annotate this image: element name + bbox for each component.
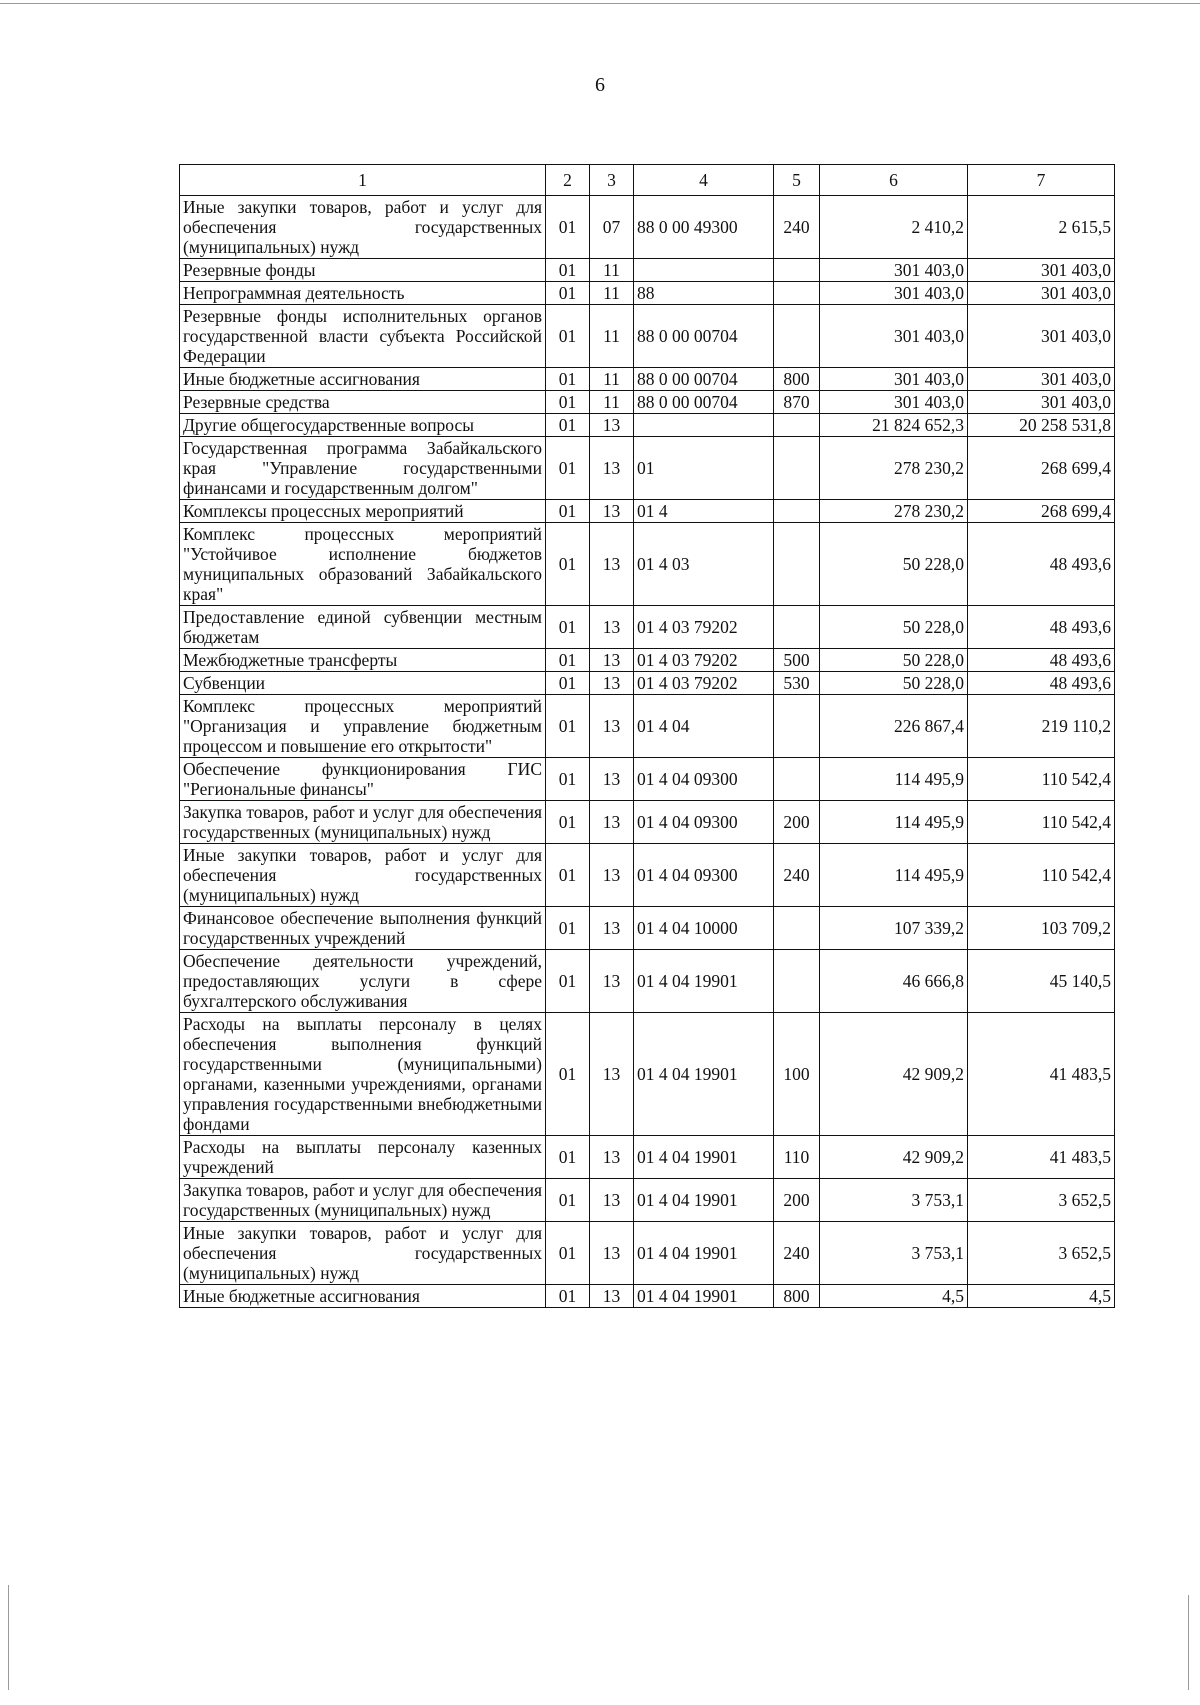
amount-year2-cell: 110 542,4	[968, 801, 1115, 844]
subsection-code-cell: 13	[590, 758, 634, 801]
amount-year2-cell: 301 403,0	[968, 391, 1115, 414]
expense-type-cell	[774, 414, 820, 437]
table-row	[180, 844, 1115, 907]
table-row	[180, 695, 1115, 758]
amount-year2-cell: 41 483,5	[968, 1136, 1115, 1179]
amount-year1-cell: 3 753,1	[820, 1222, 968, 1285]
header-cell-4: 4	[634, 165, 774, 196]
row-name-cell: Закупка товаров, работ и услуг для обеспечения государственных (муниципальных) нужд	[180, 801, 546, 844]
header-cell-2: 2	[546, 165, 590, 196]
target-article-cell	[634, 259, 774, 282]
amount-year1-cell: 301 403,0	[820, 391, 968, 414]
row-name-cell: Резервные фонды исполнительных органов государственной власти субъекта Российской Федерации	[180, 305, 546, 368]
subsection-code-cell: 13	[590, 1179, 634, 1222]
amount-year1-cell: 301 403,0	[820, 282, 968, 305]
target-article-cell: 01 4 04 19901	[634, 950, 774, 1013]
expense-type-cell: 240	[774, 844, 820, 907]
amount-year1-cell: 301 403,0	[820, 368, 968, 391]
amount-year1-cell: 114 495,9	[820, 844, 968, 907]
amount-year1-cell: 226 867,4	[820, 695, 968, 758]
amount-year2-cell: 48 493,6	[968, 649, 1115, 672]
section-code-cell: 01	[546, 414, 590, 437]
subsection-code-cell: 13	[590, 695, 634, 758]
section-code-cell: 01	[546, 1179, 590, 1222]
target-article-cell: 01	[634, 437, 774, 500]
subsection-code-cell: 13	[590, 907, 634, 950]
scan-top-border	[0, 3, 1200, 4]
table-row	[180, 305, 1115, 368]
amount-year2-cell: 268 699,4	[968, 437, 1115, 500]
subsection-code-cell: 07	[590, 196, 634, 259]
target-article-cell: 88 0 00 00704	[634, 391, 774, 414]
target-article-cell: 01 4 04 19901	[634, 1179, 774, 1222]
subsection-code-cell: 13	[590, 801, 634, 844]
subsection-code-cell: 11	[590, 259, 634, 282]
amount-year2-cell: 41 483,5	[968, 1013, 1115, 1136]
row-name-cell: Резервные фонды	[180, 259, 546, 282]
expense-type-cell	[774, 758, 820, 801]
target-article-cell: 01 4 04 10000	[634, 907, 774, 950]
amount-year2-cell: 301 403,0	[968, 282, 1115, 305]
target-article-cell: 01 4 04 19901	[634, 1285, 774, 1308]
table-row	[180, 196, 1115, 259]
amount-year1-cell: 46 666,8	[820, 950, 968, 1013]
expense-type-cell: 110	[774, 1136, 820, 1179]
target-article-cell: 01 4 04 19901	[634, 1013, 774, 1136]
row-name-cell: Комплекс процессных мероприятий "Организация и управление бюджетным процессом и повышение его открытости"	[180, 695, 546, 758]
section-code-cell: 01	[546, 844, 590, 907]
row-name-cell: Иные бюджетные ассигнования	[180, 1285, 546, 1308]
target-article-cell: 01 4 04 09300	[634, 758, 774, 801]
amount-year2-cell: 301 403,0	[968, 368, 1115, 391]
section-code-cell: 01	[546, 606, 590, 649]
expense-type-cell	[774, 523, 820, 606]
row-name-cell: Обеспечение деятельности учреждений, предоставляющих услуги в сфере бухгалтерского обслуживания	[180, 950, 546, 1013]
row-name-cell: Обеспечение функционирования ГИС "Региональные финансы"	[180, 758, 546, 801]
section-code-cell: 01	[546, 1136, 590, 1179]
target-article-cell	[634, 414, 774, 437]
amount-year2-cell: 110 542,4	[968, 758, 1115, 801]
target-article-cell: 88 0 00 00704	[634, 305, 774, 368]
amount-year2-cell: 3 652,5	[968, 1179, 1115, 1222]
amount-year1-cell: 278 230,2	[820, 437, 968, 500]
section-code-cell: 01	[546, 368, 590, 391]
amount-year1-cell: 50 228,0	[820, 649, 968, 672]
expense-type-cell: 200	[774, 1179, 820, 1222]
row-name-cell: Резервные средства	[180, 391, 546, 414]
header-cell-1: 1	[180, 165, 546, 196]
section-code-cell: 01	[546, 801, 590, 844]
amount-year2-cell: 48 493,6	[968, 606, 1115, 649]
expense-type-cell: 240	[774, 196, 820, 259]
amount-year2-cell: 2 615,5	[968, 196, 1115, 259]
row-name-cell: Иные закупки товаров, работ и услуг для обеспечения государственных (муниципальных) нужд	[180, 1222, 546, 1285]
subsection-code-cell: 13	[590, 500, 634, 523]
subsection-code-cell: 13	[590, 672, 634, 695]
amount-year2-cell: 268 699,4	[968, 500, 1115, 523]
subsection-code-cell: 13	[590, 1285, 634, 1308]
amount-year2-cell: 48 493,6	[968, 523, 1115, 606]
amount-year2-cell: 110 542,4	[968, 844, 1115, 907]
row-name-cell: Закупка товаров, работ и услуг для обеспечения государственных (муниципальных) нужд	[180, 1179, 546, 1222]
expense-type-cell	[774, 695, 820, 758]
target-article-cell: 01 4 03	[634, 523, 774, 606]
subsection-code-cell: 11	[590, 305, 634, 368]
amount-year1-cell: 107 339,2	[820, 907, 968, 950]
subsection-code-cell: 11	[590, 282, 634, 305]
table-row	[180, 950, 1115, 1013]
section-code-cell: 01	[546, 695, 590, 758]
section-code-cell: 01	[546, 437, 590, 500]
expense-type-cell	[774, 259, 820, 282]
amount-year2-cell: 103 709,2	[968, 907, 1115, 950]
expense-type-cell: 800	[774, 1285, 820, 1308]
expense-type-cell: 100	[774, 1013, 820, 1136]
target-article-cell: 88 0 00 00704	[634, 368, 774, 391]
row-name-cell: Межбюджетные трансферты	[180, 649, 546, 672]
section-code-cell: 01	[546, 758, 590, 801]
table-row	[180, 1179, 1115, 1222]
amount-year2-cell: 4,5	[968, 1285, 1115, 1308]
table-row	[180, 801, 1115, 844]
table-row	[180, 523, 1115, 606]
expense-type-cell: 530	[774, 672, 820, 695]
amount-year2-cell: 301 403,0	[968, 305, 1115, 368]
amount-year1-cell: 21 824 652,3	[820, 414, 968, 437]
amount-year1-cell: 278 230,2	[820, 500, 968, 523]
section-code-cell: 01	[546, 907, 590, 950]
section-code-cell: 01	[546, 950, 590, 1013]
target-article-cell: 01 4 04 19901	[634, 1136, 774, 1179]
expense-type-cell	[774, 282, 820, 305]
target-article-cell: 01 4 04 19901	[634, 1222, 774, 1285]
section-code-cell: 01	[546, 649, 590, 672]
table-row	[180, 391, 1115, 414]
row-name-cell: Другие общегосударственные вопросы	[180, 414, 546, 437]
subsection-code-cell: 13	[590, 414, 634, 437]
table-row	[180, 672, 1115, 695]
section-code-cell: 01	[546, 391, 590, 414]
amount-year1-cell: 42 909,2	[820, 1013, 968, 1136]
table-row	[180, 907, 1115, 950]
section-code-cell: 01	[546, 1222, 590, 1285]
target-article-cell: 01 4	[634, 500, 774, 523]
table-row	[180, 500, 1115, 523]
table-body	[180, 196, 1115, 1308]
expense-type-cell	[774, 305, 820, 368]
target-article-cell: 01 4 04 09300	[634, 844, 774, 907]
subsection-code-cell: 13	[590, 1222, 634, 1285]
amount-year2-cell: 219 110,2	[968, 695, 1115, 758]
row-name-cell: Иные закупки товаров, работ и услуг для обеспечения государственных (муниципальных) нужд	[180, 844, 546, 907]
subsection-code-cell: 13	[590, 649, 634, 672]
row-name-cell: Комплекс процессных мероприятий "Устойчивое исполнение бюджетов муниципальных образований Забайкальского края"	[180, 523, 546, 606]
section-code-cell: 01	[546, 196, 590, 259]
row-name-cell: Государственная программа Забайкальского края "Управление государственными финансами и государственным долгом"	[180, 437, 546, 500]
target-article-cell: 01 4 03 79202	[634, 649, 774, 672]
scan-left-mark	[8, 1585, 9, 1690]
row-name-cell: Расходы на выплаты персоналу в целях обеспечения выполнения функций государственными (муниципальными) органами, казенными учреждениями, органами управления государственными внебюджетными фондами	[180, 1013, 546, 1136]
table-row	[180, 758, 1115, 801]
amount-year2-cell: 20 258 531,8	[968, 414, 1115, 437]
row-name-cell: Финансовое обеспечение выполнения функций государственных учреждений	[180, 907, 546, 950]
amount-year1-cell: 42 909,2	[820, 1136, 968, 1179]
section-code-cell: 01	[546, 523, 590, 606]
subsection-code-cell: 13	[590, 1136, 634, 1179]
table-row	[180, 649, 1115, 672]
row-name-cell: Иные закупки товаров, работ и услуг для обеспечения государственных (муниципальных) нужд	[180, 196, 546, 259]
target-article-cell: 01 4 04 09300	[634, 801, 774, 844]
amount-year1-cell: 50 228,0	[820, 523, 968, 606]
table-row	[180, 282, 1115, 305]
table-row	[180, 259, 1115, 282]
table-row	[180, 368, 1115, 391]
row-name-cell: Непрограммная деятельность	[180, 282, 546, 305]
amount-year2-cell: 48 493,6	[968, 672, 1115, 695]
section-code-cell: 01	[546, 500, 590, 523]
table-row	[180, 437, 1115, 500]
amount-year1-cell: 2 410,2	[820, 196, 968, 259]
target-article-cell: 01 4 03 79202	[634, 672, 774, 695]
expense-type-cell: 240	[774, 1222, 820, 1285]
header-cell-7: 7	[968, 165, 1115, 196]
header-cell-3: 3	[590, 165, 634, 196]
row-name-cell: Предоставление единой субвенции местным бюджетам	[180, 606, 546, 649]
row-name-cell: Субвенции	[180, 672, 546, 695]
amount-year1-cell: 114 495,9	[820, 758, 968, 801]
budget-table	[179, 164, 1115, 1308]
amount-year1-cell: 50 228,0	[820, 672, 968, 695]
table-row	[180, 1222, 1115, 1285]
expense-type-cell	[774, 437, 820, 500]
expense-type-cell: 800	[774, 368, 820, 391]
amount-year2-cell: 45 140,5	[968, 950, 1115, 1013]
subsection-code-cell: 13	[590, 606, 634, 649]
page-number: 6	[595, 74, 605, 96]
header-cell-5: 5	[774, 165, 820, 196]
expense-type-cell	[774, 907, 820, 950]
amount-year1-cell: 3 753,1	[820, 1179, 968, 1222]
amount-year1-cell: 4,5	[820, 1285, 968, 1308]
amount-year1-cell: 301 403,0	[820, 259, 968, 282]
table-row	[180, 414, 1115, 437]
section-code-cell: 01	[546, 1013, 590, 1136]
table-row	[180, 1013, 1115, 1136]
section-code-cell: 01	[546, 282, 590, 305]
target-article-cell: 88 0 00 49300	[634, 196, 774, 259]
subsection-code-cell: 11	[590, 368, 634, 391]
subsection-code-cell: 13	[590, 523, 634, 606]
table-row	[180, 1285, 1115, 1308]
subsection-code-cell: 13	[590, 950, 634, 1013]
section-code-cell: 01	[546, 259, 590, 282]
amount-year1-cell: 114 495,9	[820, 801, 968, 844]
row-name-cell: Комплексы процессных мероприятий	[180, 500, 546, 523]
header-row	[180, 165, 1115, 196]
expense-type-cell	[774, 606, 820, 649]
section-code-cell: 01	[546, 305, 590, 368]
section-code-cell: 01	[546, 672, 590, 695]
subsection-code-cell: 13	[590, 437, 634, 500]
amount-year2-cell: 3 652,5	[968, 1222, 1115, 1285]
target-article-cell: 88	[634, 282, 774, 305]
table-row	[180, 606, 1115, 649]
row-name-cell: Расходы на выплаты персоналу казенных учреждений	[180, 1136, 546, 1179]
target-article-cell: 01 4 04	[634, 695, 774, 758]
target-article-cell: 01 4 03 79202	[634, 606, 774, 649]
amount-year2-cell: 301 403,0	[968, 259, 1115, 282]
scan-right-mark	[1188, 1595, 1189, 1690]
header-cell-6: 6	[820, 165, 968, 196]
section-code-cell: 01	[546, 1285, 590, 1308]
subsection-code-cell: 13	[590, 1013, 634, 1136]
amount-year1-cell: 301 403,0	[820, 305, 968, 368]
subsection-code-cell: 13	[590, 844, 634, 907]
expense-type-cell	[774, 950, 820, 1013]
expense-type-cell: 870	[774, 391, 820, 414]
row-name-cell: Иные бюджетные ассигнования	[180, 368, 546, 391]
expense-type-cell: 500	[774, 649, 820, 672]
expense-type-cell	[774, 500, 820, 523]
subsection-code-cell: 11	[590, 391, 634, 414]
amount-year1-cell: 50 228,0	[820, 606, 968, 649]
expense-type-cell: 200	[774, 801, 820, 844]
table-row	[180, 1136, 1115, 1179]
